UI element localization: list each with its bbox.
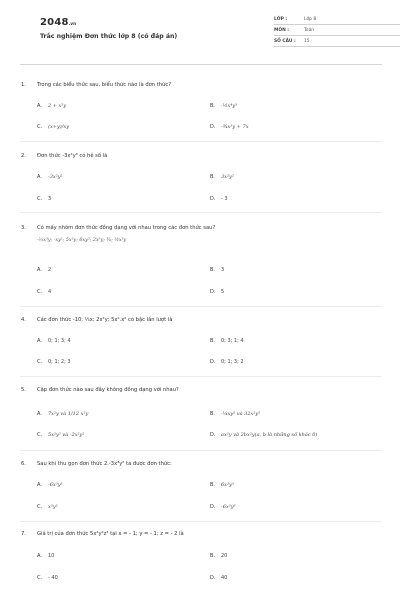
option-b[interactable] <box>210 103 237 109</box>
question-text <box>20 387 382 393</box>
option-value: - 3 <box>221 196 228 202</box>
meta-info <box>274 14 400 47</box>
option-value: 5x²y² và -2x²y² <box>48 432 85 438</box>
option-value: ax²y và 2bx²y(a, b là những số khác 0) <box>221 432 318 438</box>
option-letter: D. <box>210 504 216 510</box>
option-a[interactable] <box>37 482 63 488</box>
option-value: - 40 <box>48 575 58 581</box>
option-letter: B. <box>210 267 216 273</box>
meta-value: Toán <box>304 27 315 33</box>
option-value: 0; 1; 3; 2 <box>221 359 244 365</box>
question-divider <box>20 212 382 213</box>
monomial-list: -⅔x³y; -xy²; 5x²y; 6xy²; 2x³y; ¾; ½x²y <box>37 238 127 243</box>
option-letter: A. <box>37 267 42 273</box>
logo-text: 2048 <box>40 17 69 28</box>
option-letter: C. <box>37 432 43 438</box>
question-body: Cặp đơn thức nào sau đây không đồng dạng với nhau? <box>37 387 179 393</box>
option-letter: C. <box>37 289 43 295</box>
meta-row-count <box>274 36 400 47</box>
option-value: (x+y)/xy <box>48 124 70 130</box>
option-letter: A. <box>37 103 42 109</box>
option-value: -¼xy² và 32x²y² <box>221 411 261 417</box>
option-b[interactable] <box>210 174 234 180</box>
header-divider <box>20 64 382 65</box>
question-body: Có mấy nhóm đơn thức đồng dạng với nhau trong các đơn thức sau? <box>37 225 216 231</box>
option-a[interactable] <box>37 338 71 344</box>
question-number: 1. <box>21 82 26 88</box>
question-body: Sau khi thu gọn đơn thức 2.-3x³y² ta được đơn thức: <box>37 461 172 467</box>
option-letter: B. <box>210 338 216 344</box>
question-number: 6. <box>21 461 26 467</box>
question-number: 3. <box>21 225 26 231</box>
option-letter: B. <box>210 411 216 417</box>
question-body: Trong các biểu thức sau, biểu thức nào là đơn thức? <box>37 82 171 88</box>
option-a[interactable] <box>37 103 66 109</box>
meta-row-subject <box>274 25 400 36</box>
question-text <box>20 225 382 231</box>
option-value: 4 <box>48 289 52 295</box>
option-value: -3x²y² <box>48 174 63 180</box>
question-4 <box>20 317 382 323</box>
option-a[interactable] <box>37 174 63 180</box>
option-d[interactable] <box>210 575 227 581</box>
option-letter: B. <box>210 103 216 109</box>
option-value: 3x²y² <box>221 174 234 180</box>
option-d[interactable] <box>210 196 228 202</box>
option-d[interactable] <box>210 504 236 510</box>
question-5 <box>20 387 382 393</box>
option-letter: C. <box>37 124 43 130</box>
option-value: 0; 1; 3; 4 <box>48 338 71 344</box>
question-text <box>20 153 382 159</box>
option-value: 6x³y³ <box>221 482 234 488</box>
option-c[interactable] <box>37 289 51 295</box>
option-b[interactable] <box>210 338 244 344</box>
meta-key: SỐ CÂU : <box>274 38 296 44</box>
option-value: 20 <box>221 553 228 559</box>
option-c[interactable] <box>37 359 71 365</box>
question-text <box>20 317 382 323</box>
option-a[interactable] <box>37 267 51 273</box>
meta-key: MÔN : <box>274 27 290 33</box>
meta-value: 15 <box>304 38 310 44</box>
question-text <box>20 461 382 467</box>
option-letter: D. <box>210 124 216 130</box>
option-b[interactable] <box>210 267 224 273</box>
meta-key: LỚP : <box>274 16 288 22</box>
option-value: -6x³y³ <box>221 504 236 510</box>
option-letter: A. <box>37 482 42 488</box>
meta-value: Lớp 8 <box>304 16 317 22</box>
option-letter: C. <box>37 196 43 202</box>
option-value: -½x⁴y³ <box>221 103 238 109</box>
option-value: 40 <box>221 575 228 581</box>
question-number: 5. <box>21 387 26 393</box>
option-value: 3 <box>221 267 225 273</box>
question-body: Các đơn thức -10; ⅓x; 2x²y; 5x².x² có bậc lần lượt là <box>37 317 173 323</box>
option-letter: D. <box>210 289 216 295</box>
option-b[interactable] <box>210 411 260 417</box>
option-letter: C. <box>37 504 43 510</box>
option-value: -6x³y³ <box>48 482 63 488</box>
question-divider <box>20 521 382 522</box>
option-value: 0; 1; 2; 3 <box>48 359 71 365</box>
question-divider <box>20 450 382 451</box>
option-letter: B. <box>210 174 216 180</box>
question-1 <box>20 82 382 88</box>
option-value: 2 <box>48 267 52 273</box>
option-b[interactable] <box>210 553 227 559</box>
option-c[interactable] <box>37 196 51 202</box>
meta-row-class <box>274 14 400 25</box>
page-header <box>20 0 400 62</box>
question-body: Giá trị của đơn thức 5x⁴y²z³ tại x = - 1; y = - 1; z = - 2 là <box>37 531 184 537</box>
option-d[interactable] <box>210 359 244 365</box>
option-b[interactable] <box>210 482 234 488</box>
option-letter: C. <box>37 575 43 581</box>
option-letter: B. <box>210 482 216 488</box>
option-value: -¾x³y + 7x <box>221 124 249 130</box>
question-divider <box>20 376 382 377</box>
option-d[interactable] <box>210 124 249 130</box>
option-value: 0; 3; 1; 4 <box>221 338 244 344</box>
option-letter: D. <box>210 359 216 365</box>
option-a[interactable] <box>37 411 88 417</box>
option-value: x³y² <box>48 504 58 510</box>
question-divider <box>20 306 382 307</box>
option-letter: A. <box>37 411 42 417</box>
option-letter: D. <box>210 575 216 581</box>
page-title: Trắc nghiệm Đơn thức lớp 8 (có đáp án) <box>40 33 178 40</box>
option-letter: D. <box>210 432 216 438</box>
option-letter: A. <box>37 553 42 559</box>
option-c[interactable] <box>37 432 84 438</box>
question-7 <box>20 531 382 537</box>
option-value: 10 <box>48 553 55 559</box>
question-number: 4. <box>21 317 26 323</box>
option-c[interactable] <box>37 504 58 510</box>
question-divider <box>20 141 382 142</box>
option-c[interactable] <box>37 575 58 581</box>
option-value: 7x²y và 1/12 x²y <box>48 411 89 417</box>
site-logo[interactable] <box>40 17 76 28</box>
question-text <box>20 82 382 88</box>
option-letter: D. <box>210 196 216 202</box>
option-a[interactable] <box>37 553 54 559</box>
question-number: 7. <box>21 531 26 537</box>
logo-suffix: .vn <box>68 21 77 26</box>
question-3 <box>20 225 382 243</box>
option-value: 5 <box>221 289 225 295</box>
option-letter: A. <box>37 338 42 344</box>
question-number: 2. <box>21 153 26 159</box>
question-2 <box>20 153 382 159</box>
option-value: 2 + x²y <box>48 103 67 109</box>
question-body: Đơn thức -3x²y³ có hệ số là <box>37 153 108 159</box>
option-d[interactable] <box>210 289 224 295</box>
option-letter: A. <box>37 174 42 180</box>
question-text <box>20 531 382 537</box>
option-c[interactable] <box>37 124 69 130</box>
option-value: 3 <box>48 196 52 202</box>
option-d[interactable] <box>210 432 317 438</box>
question-6 <box>20 461 382 467</box>
option-letter: C. <box>37 359 43 365</box>
option-letter: B. <box>210 553 216 559</box>
